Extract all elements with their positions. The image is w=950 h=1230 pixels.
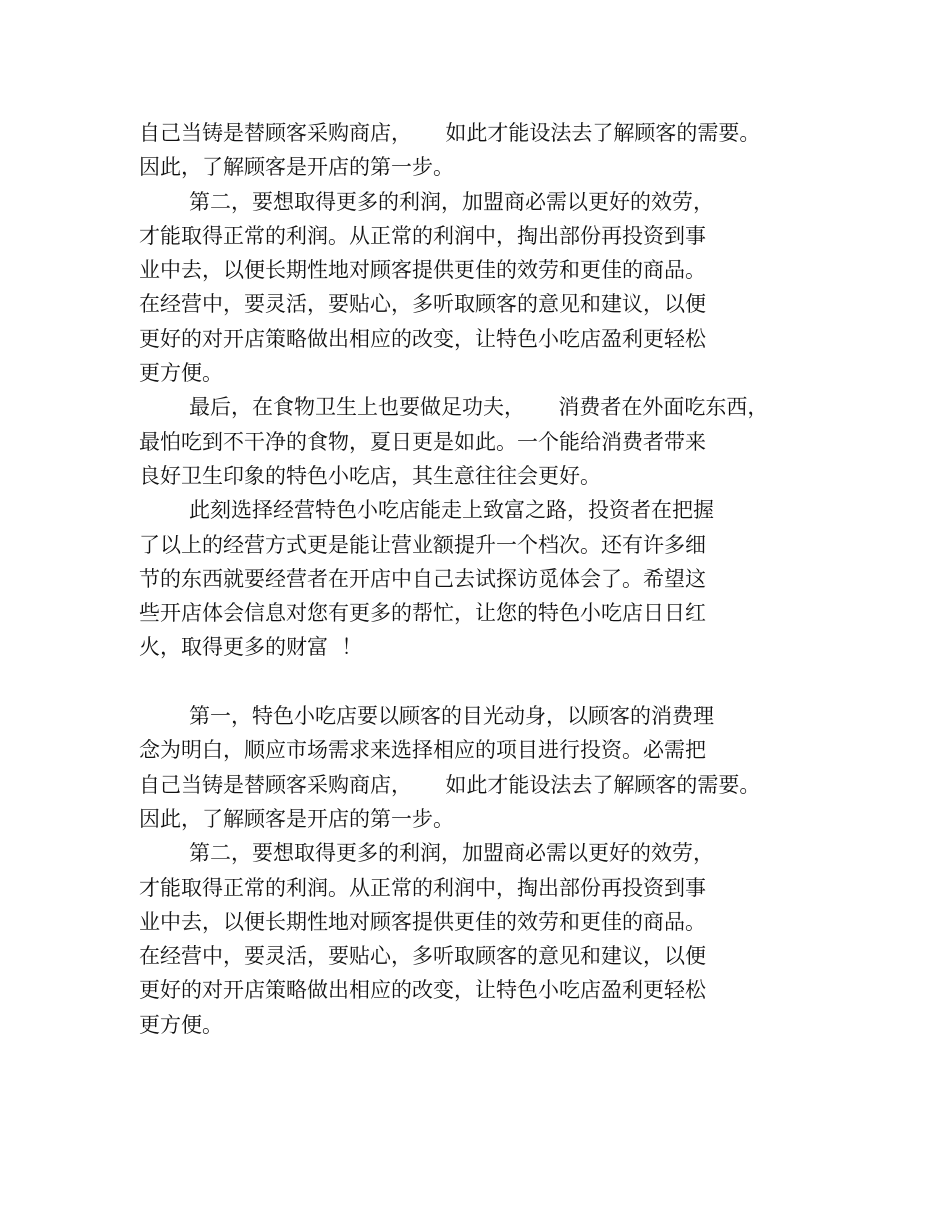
text-line: 了以上的经营方式更是能让营业额提升一个档次。还有许多细 (139, 532, 706, 557)
text-line: 念为明白，顺应市场需求来选择相应的项目进行投资。必需把 (139, 738, 706, 763)
text-line: 些开店体会信息对您有更多的帮忙，让您的特色小吃店日日红 (139, 601, 706, 626)
text-line: 因此，了解顾客是开店的第一步。 (139, 155, 454, 180)
text-line: 第一，特色小吃店要以顾客的目光动身，以顾客的消费理 (189, 704, 714, 729)
text-line: 第二，要想取得更多的利润，加盟商必需以更好的效劳， (189, 189, 714, 214)
text-line: 自己当铸是替顾客采购商店， 如此才能设法去了解顾客的需要。 (139, 772, 761, 797)
text-line: 火，取得更多的财富 ！ (139, 635, 363, 660)
text-line: 业中去，以便长期性地对顾客提供更佳的效劳和更佳的商品。 (139, 909, 706, 934)
text-line: 更好的对开店策略做出相应的改变，让特色小吃店盈利更轻松 (139, 326, 706, 351)
text-line: 第二，要想取得更多的利润，加盟商必需以更好的效劳， (189, 841, 714, 866)
text-line: 此刻选择经营特色小吃店能走上致富之路，投资者在把握 (189, 498, 714, 523)
document-body (139, 116, 819, 1042)
text-line: 因此，了解顾客是开店的第一步。 (139, 806, 454, 831)
text-line: 业中去，以便长期性地对顾客提供更佳的效劳和更佳的商品。 (139, 258, 706, 283)
text-line: 节的东西就要经营者在开店中自己去试探访觅体会了。希望这 (139, 566, 706, 591)
text-line: 自己当铸是替顾客采购商店， 如此才能设法去了解顾客的需要。 (139, 121, 761, 145)
text-line: 才能取得正常的利润。从正常的利润中，掏出部份再投资到事 (139, 875, 706, 900)
text-line: 更好的对开店策略做出相应的改变，让特色小吃店盈利更轻松 (139, 978, 706, 1003)
paragraph-gap (139, 665, 819, 699)
text-line: 在经营中，要灵活，要贴心，多听取顾客的意见和建议，以便 (139, 292, 706, 317)
text-line: 才能取得正常的利润。从正常的利润中，掏出部份再投资到事 (139, 223, 706, 248)
text-line: 在经营中，要灵活，要贴心，多听取顾客的意见和建议，以便 (139, 944, 706, 969)
text-line: 更方便。 (139, 1012, 223, 1037)
text-line: 良好卫生印象的特色小吃店，其生意往往会更好。 (139, 463, 601, 488)
text-line: 最怕吃到不干净的食物，夏日更是如此。一个能给消费者带来 (139, 429, 706, 454)
text-line: 最后，在食物卫生上也要做足功夫， 消费者在外面吃东西， (189, 395, 769, 420)
text-line: 更方便。 (139, 361, 223, 386)
